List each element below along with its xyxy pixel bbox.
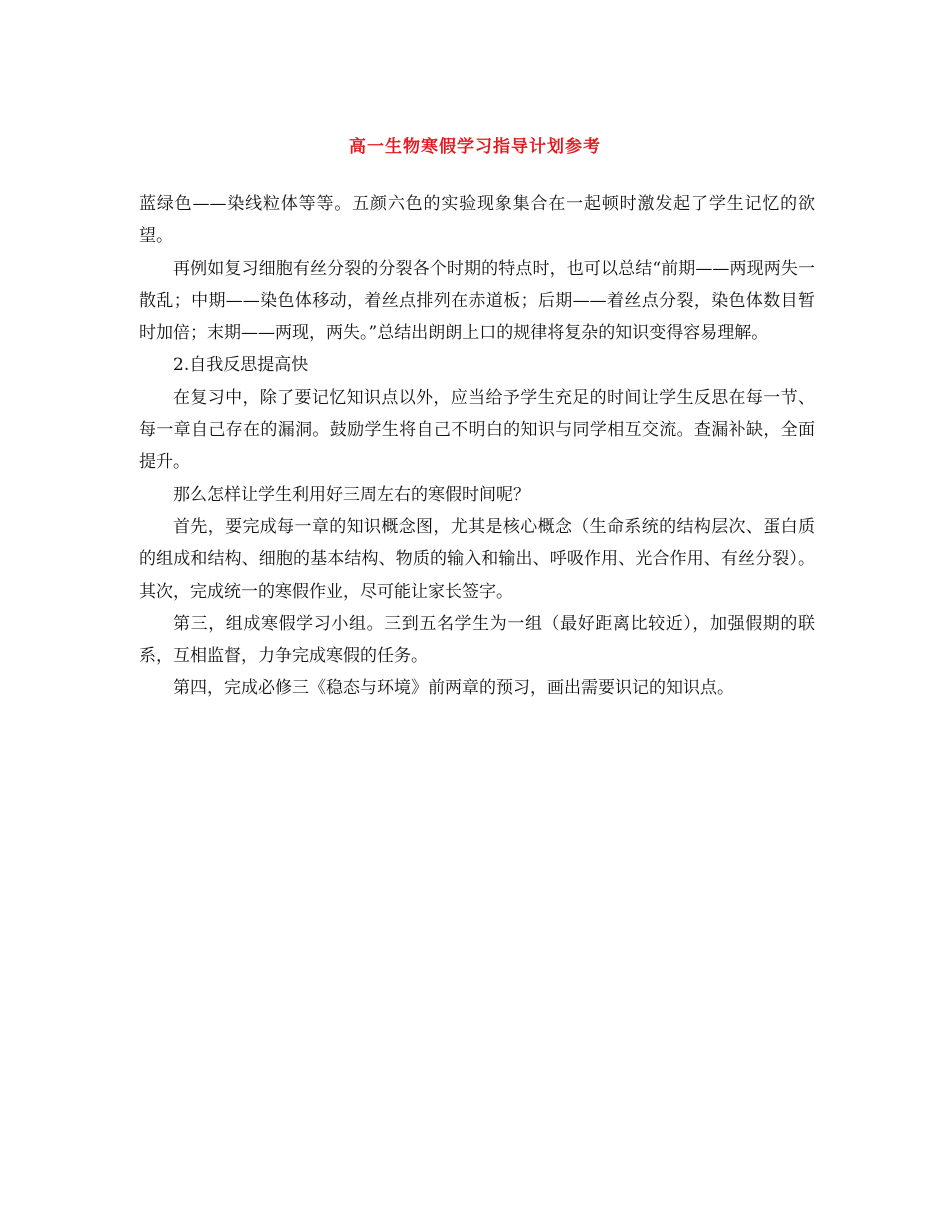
paragraph-5: 首先，要完成每一章的知识概念图，尤其是核心概念（生命系统的结构层次、蛋白质的组成和结构、细胞的基本结构、物质的输入和输出、呼吸作用、光合作用、有丝分裂）。 其次，完成统一的寒假作业，尽可能让家长签字。	[139, 516, 815, 602]
document-body	[139, 188, 815, 705]
paragraph-1: 蓝绿色——染线粒体等等。五颜六色的实验现象集合在一起顿时激发起了学生记忆的欲望。	[139, 194, 815, 247]
paragraph-6: 第三，组成寒假学习小组。三到五名学生为一组（最好距离比较近），加强假期的联系，互相监督，力争完成寒假的任务。	[139, 613, 815, 667]
paragraph-2: 再例如复习细胞有丝分裂的分裂各个时期的特点时，也可以总结“前期——两现两失一散乱；中期——染色体移动，着丝点排列在赤道板；后期——着丝点分裂，染色体数目暂时加倍；末期——两现，两失。”总结出朗朗上口的规律将复杂的知识变得容易理解。	[139, 258, 815, 344]
paragraph-7: 第四，完成必修三《稳态与环境》前两章的预习，画出需要识记的知识点。	[173, 678, 734, 699]
document-title: 高一生物寒假学习指导计划参考	[349, 137, 601, 158]
paragraph-3: 在复习中，除了要记忆知识点以外，应当给予学生充足的时间让学生反思在每一节、每一章自己存在的漏洞。鼓励学生将自己不明白的知识与同学相互交流。查漏补缺，全面提升。	[139, 387, 815, 473]
paragraph-4: 那么怎样让学生利用好三周左右的寒假时间呢？	[173, 484, 530, 505]
section-heading: 2.自我反思提高快	[173, 355, 309, 376]
